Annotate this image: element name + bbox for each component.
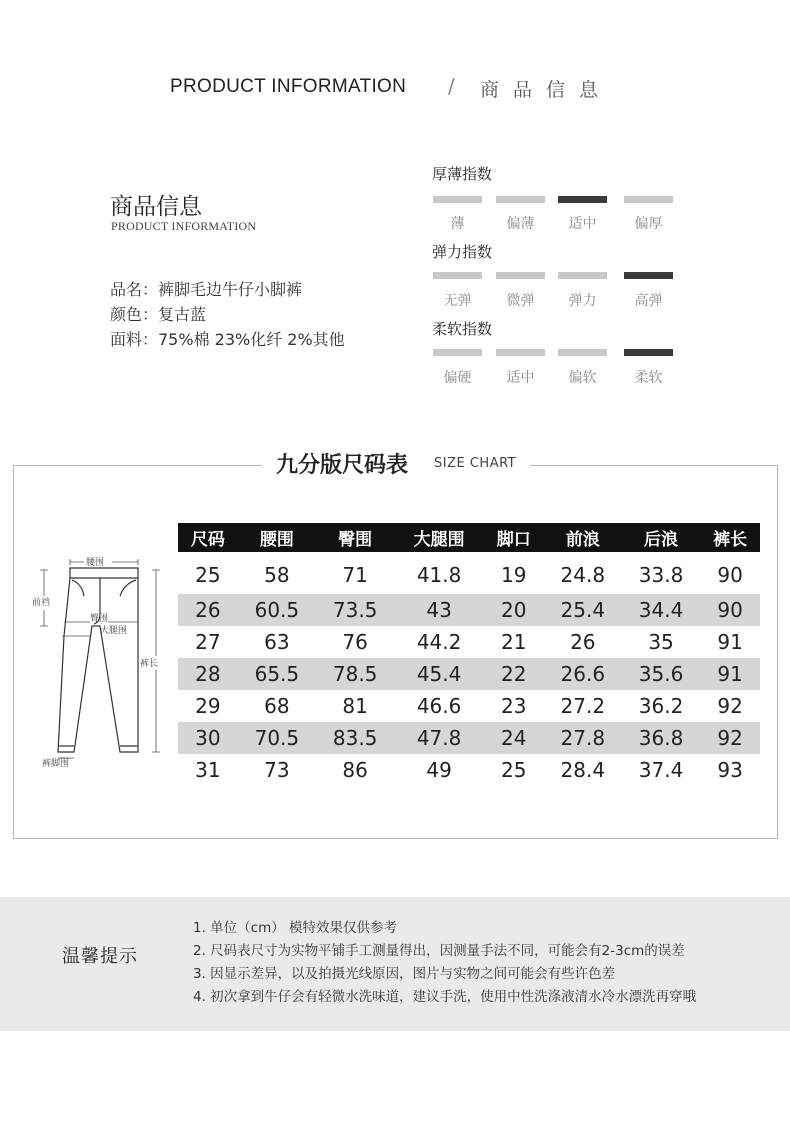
size-table [178,523,760,786]
table-cell: 31 [195,758,221,782]
info-subtitle: PRODUCT INFORMATION [111,219,257,233]
softness-bar [496,349,545,356]
table-cell: 24 [484,722,544,754]
table-cell: 26 [178,594,238,626]
info-title: 商品信息 [110,194,202,220]
col-header: 裤长 [700,523,760,552]
table-cell: 44.2 [416,630,462,654]
diagram-label-hip: 臀围 [90,614,109,624]
page-header [0,72,790,102]
table-row [178,658,760,690]
table-cell: 29 [195,694,221,718]
table-cell: 60.5 [238,594,316,626]
softness-label: 偏硬 [443,370,472,386]
table-cell: 20 [484,594,544,626]
table-cell: 93 [717,758,743,782]
softness-label: 柔软 [634,370,663,386]
col-header: 后浪 [622,523,700,552]
table-cell: 81 [342,694,368,718]
table-cell: 27 [195,630,221,654]
info-fabric: 面料：75%棉 23%化纤 2%其他 [110,330,345,349]
table-cell: 28 [178,658,238,690]
header-title-en: PRODUCT INFORMATION [170,76,407,97]
col-header: 脚口 [484,523,544,552]
table-cell: 63 [264,630,290,654]
jeans-measurement-diagram [20,556,170,776]
table-row [178,626,760,658]
diagram-label-hem: 裤脚围 [42,759,70,769]
table-cell: 36.8 [622,722,700,754]
col-header: 臀围 [316,523,394,552]
softness-label: 偏软 [568,370,597,386]
thickness-label: 薄 [450,216,465,232]
table-cell: 90 [700,594,760,626]
table-cell: 73 [264,758,290,782]
table-cell: 46.6 [416,694,462,718]
size-chart-heading [262,446,530,482]
header-title-cn: 商品信息 [480,79,613,101]
table-cell: 36.2 [638,694,684,718]
softness-bar [433,349,482,356]
table-cell: 68 [264,694,290,718]
table-cell: 65.5 [238,658,316,690]
tip-item: 3. 因显示差异，以及拍摄光线原因，图片与实物之间可能会有些许色差 [193,966,616,982]
col-header: 尺码 [178,523,238,552]
table-cell: 25 [501,758,527,782]
thickness-bar-selected [558,196,607,203]
table-cell: 19 [501,563,527,587]
thickness-label: 偏厚 [634,216,663,232]
jeans-outline [58,578,138,752]
softness-bar-selected [624,349,673,356]
pocket-left [72,580,84,596]
table-cell: 25 [195,563,221,587]
table-cell: 23 [501,694,527,718]
table-cell: 27.8 [544,722,622,754]
info-name: 品名：裤脚毛边牛仔小脚裤 [110,280,303,299]
table-cell: 78.5 [316,658,394,690]
table-row [178,552,760,594]
table-row [178,690,760,722]
table-cell: 26 [570,630,596,654]
elasticity-bar [558,272,607,279]
elasticity-index-title: 弹力指数 [432,243,493,261]
tips-title: 温馨提示 [62,946,138,967]
table-cell: 47.8 [394,722,484,754]
table-cell: 92 [700,722,760,754]
table-cell: 71 [342,563,368,587]
softness-label: 适中 [506,370,535,386]
table-cell: 30 [178,722,238,754]
table-cell: 86 [342,758,368,782]
table-cell: 33.8 [638,563,684,587]
table-cell: 41.8 [416,563,462,587]
table-cell: 35 [648,630,674,654]
table-cell: 73.5 [316,594,394,626]
thickness-label: 适中 [568,216,597,232]
table-cell: 21 [501,630,527,654]
table-cell: 28.4 [560,758,606,782]
table-cell: 45.4 [394,658,484,690]
table-cell: 25.4 [544,594,622,626]
col-header: 大腿围 [394,523,484,552]
elasticity-label: 无弹 [443,293,472,309]
table-cell: 24.8 [560,563,606,587]
table-cell: 34.4 [622,594,700,626]
thickness-label: 偏薄 [506,216,535,232]
table-cell: 58 [264,563,290,587]
table-cell: 90 [717,563,743,587]
tip-item: 1. 单位（cm） 模特效果仅供参考 [193,920,398,936]
thickness-index-title: 厚薄指数 [432,165,493,183]
table-cell: 35.6 [622,658,700,690]
elasticity-label: 微弹 [506,293,535,309]
table-cell: 43 [394,594,484,626]
table-row [178,722,760,754]
table-row [178,754,760,786]
thickness-bar [433,196,482,203]
table-cell: 22 [484,658,544,690]
softness-bar [558,349,607,356]
diagram-label-waist: 腰围 [86,558,105,568]
softness-index-title: 柔软指数 [432,320,493,338]
col-header: 前浪 [544,523,622,552]
elasticity-bar [496,272,545,279]
tip-item: 4. 初次拿到牛仔会有轻微水洗味道，建议手洗，使用中性洗涤液清水冷水漂洗再穿哦 [193,989,697,1005]
tips-section [0,897,790,1031]
elasticity-bar [433,272,482,279]
col-header: 腰围 [238,523,316,552]
size-chart-title-en: SIZE CHART [434,456,517,471]
elasticity-label: 高弹 [634,293,663,309]
waistband-shape [70,568,138,578]
table-cell: 92 [717,694,743,718]
table-cell: 37.4 [638,758,684,782]
tip-item: 2. 尺码表尺寸为实物平铺手工测量得出，因测量手法不同，可能会有2-3cm的误差 [193,943,685,959]
table-cell: 26.6 [544,658,622,690]
diagram-label-front-rise: 前裆 [32,598,51,608]
size-chart-title-cn: 九分版尺码表 [276,453,409,478]
table-cell: 76 [342,630,368,654]
thickness-bar [624,196,673,203]
diagram-label-thigh: 大腿围 [100,626,128,636]
elasticity-bar-selected [624,272,673,279]
header-separator: / [448,74,455,98]
table-cell: 91 [700,658,760,690]
diagram-label-length: 裤长 [140,659,159,669]
table-cell: 70.5 [238,722,316,754]
table-cell: 91 [717,630,743,654]
table-cell: 83.5 [316,722,394,754]
pocket-right [120,580,136,596]
thickness-bar [496,196,545,203]
elasticity-label: 弹力 [568,293,597,309]
info-color: 颜色：复古蓝 [110,305,207,324]
size-table-header-row [178,523,760,552]
table-cell: 49 [426,758,452,782]
table-cell: 27.2 [560,694,606,718]
table-row [178,594,760,626]
